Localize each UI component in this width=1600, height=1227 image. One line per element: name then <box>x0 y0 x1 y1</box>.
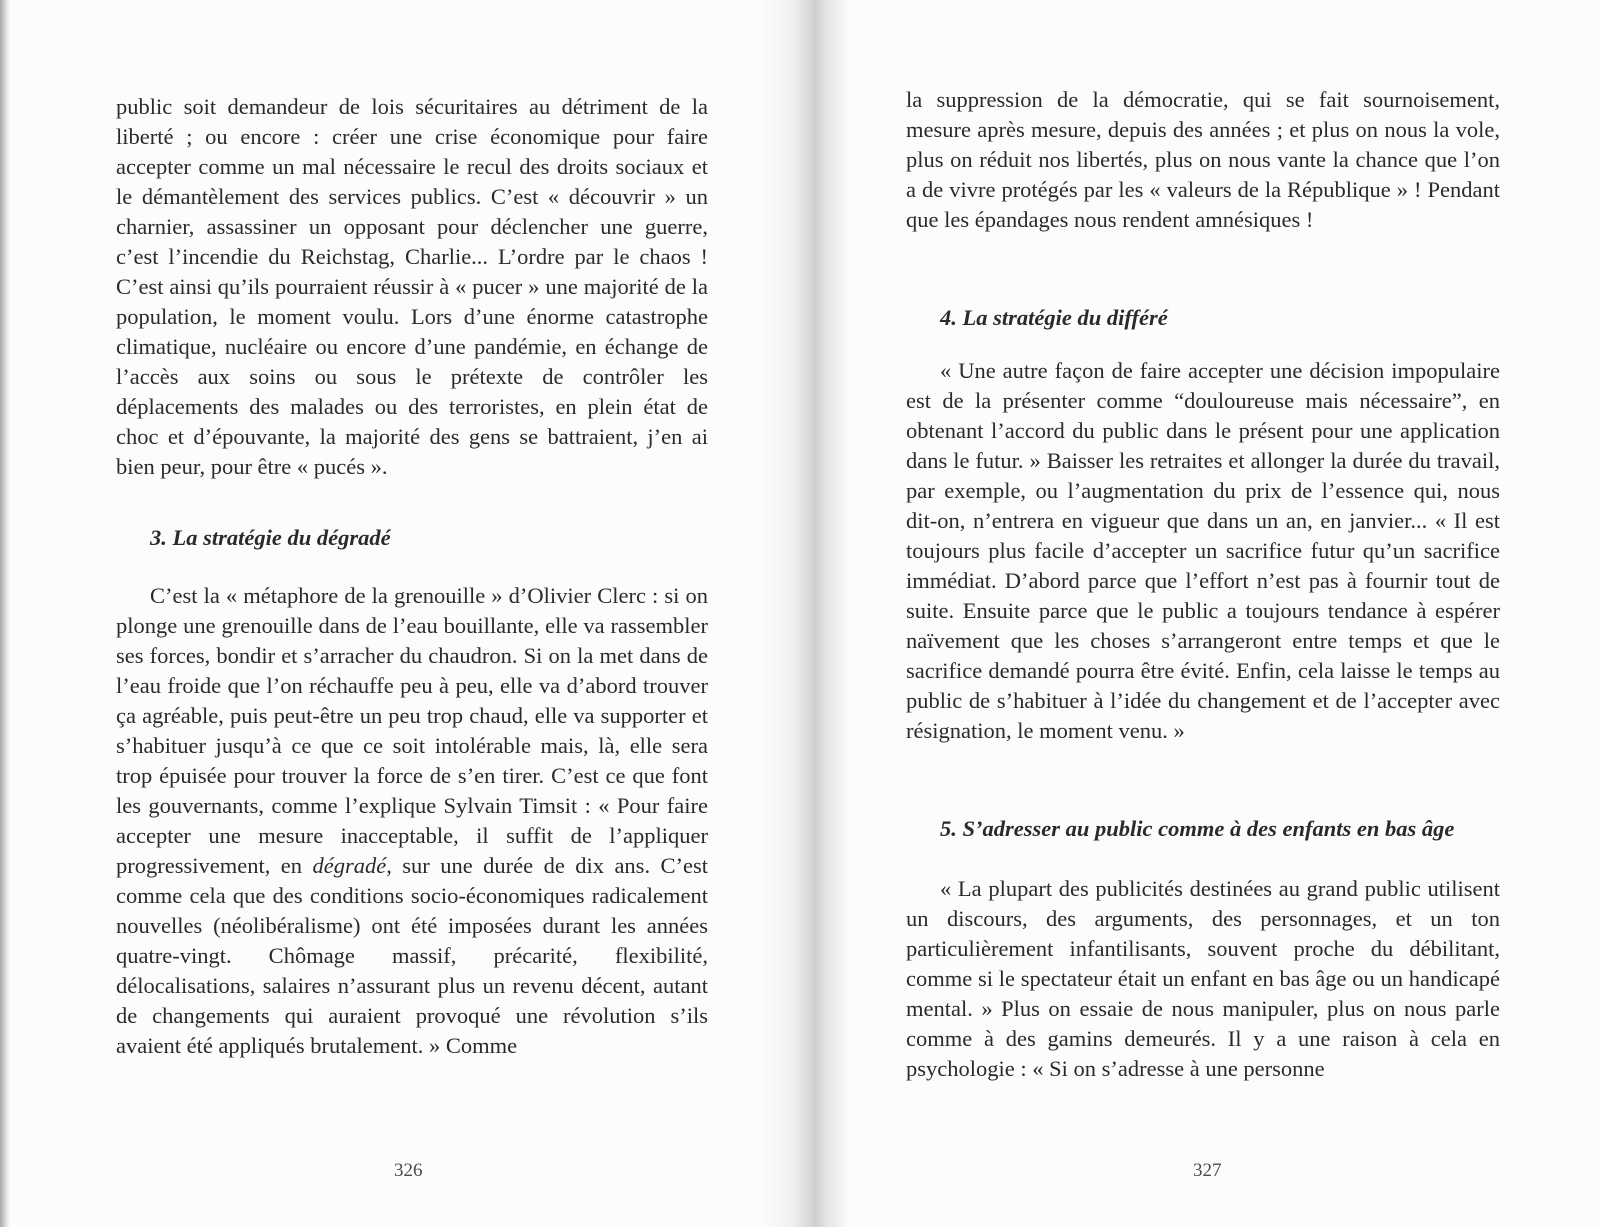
page-edge-shadow <box>0 0 10 1227</box>
right-page <box>906 0 1500 1227</box>
section-heading-4: 4. La stratégie du différé <box>940 305 1168 330</box>
page-number-right: 327 <box>1193 1160 1222 1181</box>
right-paragraph-3: « La plupart des publicités destinées au grand public utilisent un discours, des arguments, des personnages, et un ton particulièrement infantilisants, souvent proche du débilitant, comme si le spectateur était un enfant en bas âge ou un handicapé mental. » Plus on essaie de nous manipuler, plus on nous parle comme à des gamins demeurés. Il y a une raison à cela en psychologie : « Si on s’adresse à une personne <box>906 876 1500 1081</box>
section-heading-5: 5. S’adresser au public comme à des enfants en bas âge <box>940 816 1455 841</box>
page-number-left: 326 <box>394 1160 423 1181</box>
right-paragraph-2: « Une autre façon de faire accepter une décision impopulaire est de la présenter comme “douloureuse mais nécessaire”, en obtenant l’accord du public dans le présent pour une application dans le futur. » Baisser les retraites et allonger la durée du travail, par exemple, ou l’augmentation du prix de l’essence qui, nous dit-on, n’entrera en vigueur que dans un an, en janvier... « Il est toujours plus facile d’accepter un sacrifice futur qu’un sacrifice immédiat. D’abord parce que l’effort n’est pas à fournir tout de suite. Ensuite parce que le public a toujours tendance à espérer naïvement que les choses s’arrangeront entre temps et que le sacrifice demandé pourra être évité. Enfin, cela laisse le temps au public de s’habituer à l’idée du changement et de l’accepter avec résignation, le moment venu. » <box>906 358 1500 743</box>
italic-term: dégradé <box>312 853 387 878</box>
left-paragraph-1: public soit demandeur de lois sécuritaires au détriment de la liberté ; ou encore : créer une crise économique pour faire accepter comme un mal nécessaire le recul des droits sociaux et le démantèlement des services publics. C’est « découvrir » un charnier, assassiner un opposant pour déclencher une guerre, c’est l’incendie du Reichstag, Charlie... L’ordre par le chaos ! C’est ainsi qu’ils pourraient réussir à « pucer » une majorité de la population, le moment voulu. Lors d’une énorme catastrophe climatique, nucléaire ou encore d’une pandémie, en échange de l’accès aux soins ou sous le prétexte de contrôler les déplacements des malades ou des terroristes, en plein état de choc et d’épouvante, la majorité des gens se battraient, j’en ai bien peur, pour être « pucés ». <box>116 94 708 479</box>
left-page <box>116 0 708 1227</box>
right-paragraph-1: la suppression de la démocratie, qui se fait sournoisement, mesure après mesure, depuis des années ; et plus on nous la vole, plus on réduit nos libertés, plus on nous vante la chance que l’on a de vivre protégés par les « valeurs de la République » ! Pendant que les épandages nous rendent amnésiques ! <box>906 87 1500 232</box>
left-paragraph-2-part-1: C’est la « métaphore de la grenouille » d’Olivier Clerc : si on plonge une grenouille dans de l’eau bouillante, elle va rassembler ses forces, bondir et s’arracher du chaudron. Si on la met dans de l’eau froide que l’on réchauffe peu à peu, elle va d’abord trouver ça agréable, puis peut-être un peu trop chaud, elle va supporter et s’habituer jusqu’à ce que ce soit intolérable mais, là, elle sera trop épuisée pour trouver la force de s’en tirer. C’est ce que font les gouvernants, comme l’explique Sylvain Timsit : « Pour faire accepter une mesure inacceptable, il suffit de l’appliquer progressivement, en <box>116 583 708 878</box>
book-gutter <box>760 0 850 1227</box>
left-paragraph-2 <box>116 581 708 1061</box>
section-heading-3: 3. La stratégie du dégradé <box>150 525 391 550</box>
left-paragraph-2-part-2: , sur une durée de dix ans. C’est comme cela que des conditions socio-économiques radicalement nouvelles (néolibéralisme) ont été imposées durant les années quatre-vingt. Chômage massif, précarité, flexibilité, délocalisations, salaires n’assurant plus un revenu décent, autant de changements qui auraient provoqué une révolution s’ils avaient été appliqués brutalement. » Comme <box>116 853 709 1058</box>
